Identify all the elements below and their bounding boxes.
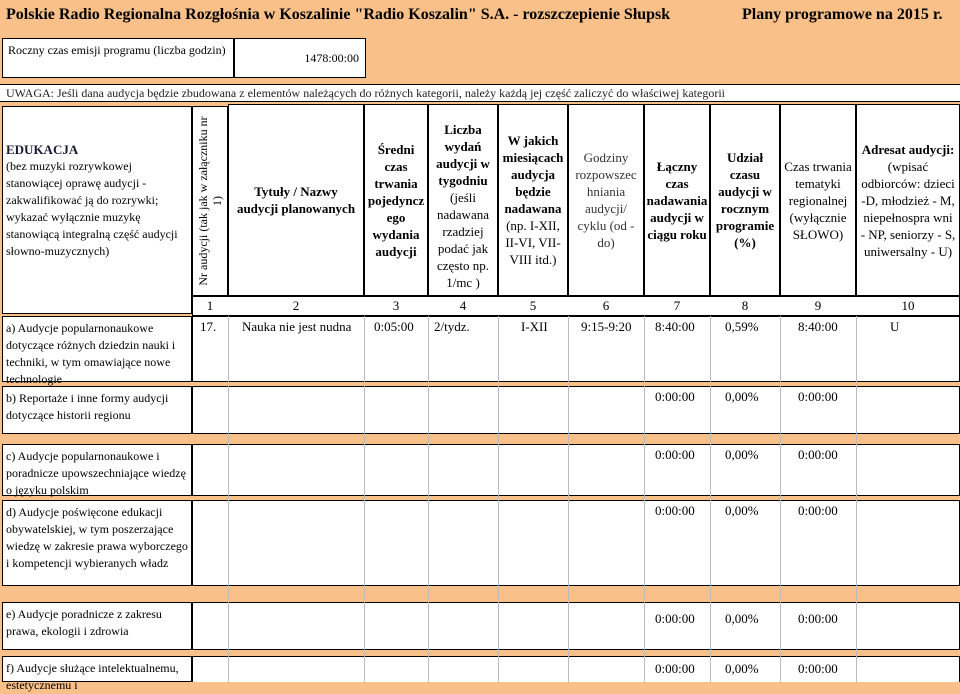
section-a-title[interactable]: Nauka nie jest nudna bbox=[242, 319, 352, 334]
section-a-months[interactable]: I-XII bbox=[521, 319, 548, 334]
header-total-time: Łączny czas nadawania audycji w ciągu roku bbox=[644, 104, 710, 296]
header-months-title: W jakich miesiącach audycja będzie nadawana bbox=[502, 133, 564, 216]
section-b-total: 0:00:00 bbox=[655, 389, 695, 404]
grid-line bbox=[856, 316, 857, 682]
section-a-share: 0,59% bbox=[725, 319, 759, 334]
section-a-total: 8:40:00 bbox=[655, 319, 695, 334]
column-number: 3 bbox=[392, 298, 400, 313]
header-regional-time: Czas trwania tematyki regionalnej (wyłącznie SŁOWO) bbox=[780, 104, 856, 296]
column-number: 1 bbox=[206, 298, 214, 313]
plan-year-title: Plany programowe na 2015 r. bbox=[742, 6, 943, 23]
header-education bbox=[2, 106, 192, 314]
section-e-regional[interactable]: 0:00:00 bbox=[798, 611, 838, 626]
header-education-desc: (bez muzyki rozrywkowej stanowiącej oprawę audycji - zakwalifikować ją do rozrywki; wykazać wyłącznie muzykę stanowiącą integralną część audycji słowno-muzycznych) bbox=[6, 159, 178, 258]
section-e-share: 0,00% bbox=[725, 611, 759, 626]
section-f-share: 0,00% bbox=[725, 661, 759, 676]
header-titles: Tytuły / Nazwy audycji planowanych bbox=[228, 104, 364, 296]
grid-line bbox=[228, 316, 229, 682]
section-d-regional[interactable]: 0:00:00 bbox=[798, 503, 838, 518]
header-months bbox=[498, 104, 568, 296]
section-d-row bbox=[192, 500, 960, 586]
column-number: 2 bbox=[292, 298, 300, 313]
grid-line bbox=[568, 316, 569, 682]
column-number: 5 bbox=[529, 298, 537, 313]
header-audience-title: Adresat audycji: bbox=[861, 141, 955, 157]
section-a-avg[interactable]: 0:05:00 bbox=[374, 319, 414, 334]
section-f-regional[interactable]: 0:00:00 bbox=[798, 661, 838, 676]
header-months-desc: (np. I-XII, II-VI, VII-VIII itd.) bbox=[505, 218, 561, 267]
header-hours: Godziny rozpowszec hniania audycji/ cyklu (od - do) bbox=[568, 104, 644, 296]
column-number: 4 bbox=[459, 298, 467, 313]
header-weekly-count-title: Liczba wydań audycji w tygodniu bbox=[436, 122, 490, 188]
column-number: 8 bbox=[741, 298, 749, 313]
column-number: 7 bbox=[673, 298, 681, 313]
section-d-label: d) Audycje poświęcone edukacji obywatelskiej, w tym poszerzające wiedzę w zakresie prawa wyborczego i kompetencji wybieranych władz bbox=[2, 500, 192, 586]
header-education-title: EDUKACJA bbox=[6, 142, 79, 157]
header-audience-desc: (wpisać odbiorców: dzieci -D, młodzież - M, niepełnospra wni - NP, seniorzy - S, uniwersalny - U) bbox=[860, 158, 956, 259]
annual-hours-value[interactable]: 1478:00:00 bbox=[234, 38, 366, 78]
grid-line bbox=[644, 316, 645, 682]
header-weekly-count-desc: (jeśli nadawana rzadziej podać jak często np. 1/mc ) bbox=[437, 190, 489, 290]
section-c-row bbox=[192, 444, 960, 496]
section-b-share: 0,00% bbox=[725, 389, 759, 404]
header-avg-duration: Średni czas trwania pojedyncz ego wydania audycji bbox=[364, 104, 428, 296]
header-audience bbox=[856, 104, 960, 296]
grid-line bbox=[710, 316, 711, 682]
section-c-label: c) Audycje popularnonaukowe i poradnicze upowszechniające wiedzę o języku polskim bbox=[2, 444, 192, 496]
section-d-total: 0:00:00 bbox=[655, 503, 695, 518]
grid-line bbox=[780, 316, 781, 682]
section-e-row bbox=[192, 602, 960, 650]
section-e-label: e) Audycje poradnicze z zakresu prawa, ekologii i zdrowia bbox=[2, 602, 192, 650]
section-b-label: b) Reportaże i inne formy audycji dotyczące historii regionu bbox=[2, 386, 192, 434]
section-b-row bbox=[192, 386, 960, 434]
section-e-total: 0:00:00 bbox=[655, 611, 695, 626]
section-f-label: f) Audycje służące intelektualnemu, estetycznemu i bbox=[2, 656, 192, 682]
page-title: Polskie Radio Regionalna Rozgłośnia w Koszalinie "Radio Koszalin" S.A. - rozszczepienie Słupsk bbox=[6, 6, 671, 23]
note-warning: UWAGA: Jeśli dana audycja będzie zbudowana z elementów należących do różnych kategorii, należy każdą jej część zaliczyć do właściwej kategorii bbox=[0, 84, 960, 102]
grid-line bbox=[364, 316, 365, 682]
grid-line bbox=[498, 316, 499, 682]
section-a-regional[interactable]: 8:40:00 bbox=[798, 319, 838, 334]
section-d-share: 0,00% bbox=[725, 503, 759, 518]
section-a-label: a) Audycje popularnonaukowe dotyczące różnych dziedzin nauki i techniki, w tym omawiające nowe technologie bbox=[2, 316, 192, 382]
grid-line bbox=[428, 316, 429, 682]
header-share: Udział czasu audycji w rocznym programie (%) bbox=[710, 104, 780, 296]
header-weekly-count bbox=[428, 104, 498, 296]
section-f-total: 0:00:00 bbox=[655, 661, 695, 676]
section-f-row bbox=[192, 656, 960, 682]
annual-hours-label: Roczny czas emisji programu (liczba godzin) bbox=[2, 38, 234, 78]
column-number: 9 bbox=[814, 298, 822, 313]
header-nr bbox=[192, 106, 228, 296]
section-a-hours[interactable]: 9:15-9:20 bbox=[581, 319, 632, 334]
section-a-count[interactable]: 2/tydz. bbox=[434, 319, 470, 334]
section-c-regional[interactable]: 0:00:00 bbox=[798, 447, 838, 462]
header-nr-text: Nr audycji (tak jak w załączniku nr 1) bbox=[196, 116, 224, 286]
section-b-regional[interactable]: 0:00:00 bbox=[798, 389, 838, 404]
column-number: 10 bbox=[901, 298, 915, 313]
section-c-share: 0,00% bbox=[725, 447, 759, 462]
section-a-nr[interactable]: 17. bbox=[200, 319, 217, 334]
column-number: 6 bbox=[602, 298, 610, 313]
section-a-audience[interactable]: U bbox=[890, 319, 900, 334]
section-c-total: 0:00:00 bbox=[655, 447, 695, 462]
